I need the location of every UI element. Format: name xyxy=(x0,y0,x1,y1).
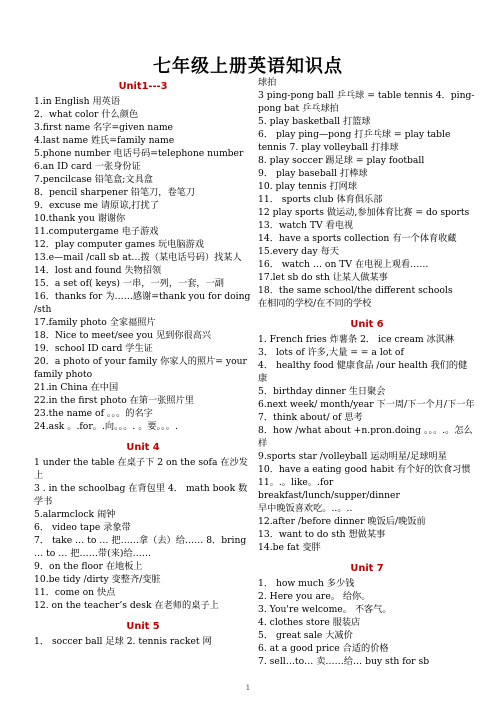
vocab-line: 8．pencil sharpener 铅笔刀，卷笔刀 xyxy=(34,187,196,198)
vocab-line: 5.phone number 电话号码=telephone number xyxy=(34,148,244,159)
vocab-line: 5.alarmclock 闹钟 xyxy=(34,509,116,520)
vocab-line: 14．lost and found 失物招领 xyxy=(34,265,162,276)
vocab-line: 6． video tape 录象带 xyxy=(34,522,131,533)
vocab-line: 9．excuse me 请原谅,打扰了 xyxy=(34,200,159,211)
vocab-line: 8．how /what about +n.pron.doing 。。。.。怎么样 xyxy=(258,425,473,449)
page-title: 七年级上册英语知识点 xyxy=(153,56,343,77)
page-number: 1 xyxy=(245,684,251,692)
vocab-line: 9． play baseball 打棒球 xyxy=(258,168,368,179)
vocab-line: 12．play computer games 玩电脑游戏 xyxy=(34,239,204,250)
vocab-line: 3 . in the schoolbag 在背包里 4． math book 数学书 xyxy=(34,483,248,507)
vocab-line: 7. sell…to… 卖……给… buy sth for sb xyxy=(258,656,430,667)
vocab-line: 10. play tennis 打网球 xyxy=(258,181,358,192)
vocab-line: 14.be fat 变胖 xyxy=(258,542,321,553)
vocab-line: 10.thank you 谢谢你 xyxy=(34,213,126,224)
vocab-line: 5. play basketball 打篮球 xyxy=(258,116,371,127)
vocab-line: 10．have a eating good habit 有个好的饮食习惯 xyxy=(258,464,471,475)
vocab-line: 7． take … to … 把……拿（去）给…… 8．bring … to … 把……带(来)给…… xyxy=(34,535,247,559)
vocab-line: 14．have a sports collection 有一个体育收藏 xyxy=(258,233,457,244)
vocab-line: 9．on the floor 在地板上 xyxy=(34,561,143,572)
vocab-line: 11． sports club 体育俱乐部 xyxy=(258,194,383,205)
vocab-line: 1． soccer ball 足球 2. tennis racket 网 xyxy=(34,636,212,647)
vocab-line: 12.after /before dinner 晚饭后/晚饭前 xyxy=(258,516,426,527)
right-column xyxy=(258,77,476,668)
vocab-line: 9.sports star /volleyball 运动明星/足球明星 xyxy=(258,451,447,462)
vocab-line: 3.first name 名字=given name xyxy=(34,122,173,133)
vocab-line: 4. clothes store 服装店 xyxy=(258,617,361,628)
vocab-line: 6． play ping—pong 打乒乓球 = play table tennis 7. play volleyball 打排球 xyxy=(258,129,451,153)
vocab-line: 13．want to do sth 想做某事 xyxy=(258,529,386,540)
vocab-line: 11.computergame 电子游戏 xyxy=(34,226,159,237)
vocab-line: 3． lots of 许多,大量 = = a lot of xyxy=(258,347,404,358)
vocab-line: 2．what color 什么颜色 xyxy=(34,109,139,120)
left-column xyxy=(34,80,252,648)
vocab-line: 17.family photo 全家福照片 xyxy=(34,317,156,328)
vocab-line: 11．come on 快点 xyxy=(34,587,116,598)
vocab-line: 1． how much 多少钱 xyxy=(258,578,355,589)
vocab-line: 18．the same school/the different schools xyxy=(258,285,453,296)
vocab-line: 7.pencilcase 铅笔盒;文具盒 xyxy=(34,174,153,185)
vocab-line: 17.let sb do sth 让某人做某事 xyxy=(258,272,388,283)
vocab-line: 球拍 xyxy=(258,77,277,88)
vocab-line: 3 ping-pong ball 乒乓球 = table tennis 4．ping-pong bat 乒乓球拍 xyxy=(258,90,475,114)
vocab-line: 1. French fries 炸薯条 2． ice cream 冰淇淋 xyxy=(258,334,455,345)
vocab-line: 12 play sports 做运动,参加体育比赛 = do sports 13．watch TV 看电视 xyxy=(258,207,470,231)
vocab-line: 4． healthy food 健康食品 /our health 我们的健康 xyxy=(258,360,468,384)
vocab-line: 13.e—mail /call sb at…拨（某电话号码）找某人 xyxy=(34,252,242,263)
vocab-line: 16． watch … on TV 在电视上观看…… xyxy=(258,259,429,270)
vocab-line: 5． great sale 大减价 xyxy=(258,630,353,641)
vocab-line: 16．thanks for 为……感谢=thank you for doing /sth xyxy=(34,291,251,315)
vocab-line: 22.in the first photo 在第一张照片里 xyxy=(34,395,194,406)
vocab-line: 15．a set of( keys) 一串，一列，一套，一副 xyxy=(34,278,224,289)
vocab-line: 24.ask 。.for。.向。。。. 。要。。。. xyxy=(34,421,178,432)
vocab-line: 早中晚饭喜欢吃。..。.. xyxy=(258,503,353,514)
vocab-line: 5．birthday dinner 生日聚会 xyxy=(258,386,386,397)
vocab-line: 6.an ID card 一张身份证 xyxy=(34,161,141,172)
vocab-line: 3. You're welcome。 不客气。 xyxy=(258,604,392,615)
vocab-line: 1 under the table 在桌子下 2 on the sofa 在沙发上 xyxy=(34,457,248,481)
vocab-line: 23.the name of 。。。的名字 xyxy=(34,408,153,419)
vocab-line: 7．think about/ of 思考 xyxy=(258,412,363,423)
vocab-line: 12. on the teacher’s desk 在老师的桌子上 xyxy=(34,600,219,611)
vocab-line: 11。.。like。.for breakfast/lunch/supper/dinner xyxy=(258,477,400,501)
vocab-line: 15.every day 每天 xyxy=(258,246,340,257)
vocab-line: 6.next week/ month/year 下一周/下一个月/下一年 xyxy=(258,399,475,410)
unit-heading: Unit 7 xyxy=(350,563,384,574)
vocab-line: 18．Nice to meet/see you 见到你很高兴 xyxy=(34,330,212,341)
unit-heading: Unit 4 xyxy=(126,442,160,453)
vocab-line: 20．a photo of your family 你家人的照片= your family photo xyxy=(34,356,247,380)
vocab-line: 1.in English 用英语 xyxy=(34,96,121,107)
unit-heading: Unit 5 xyxy=(126,621,160,632)
vocab-line: 在相同的学校/在不同的学校 xyxy=(258,298,372,309)
vocab-line: 2. Here you are。 给你。 xyxy=(258,591,371,602)
vocab-line: 19．school ID card 学生证 xyxy=(34,343,153,354)
vocab-line: 8. play soccer 踢足球 = play football xyxy=(258,155,425,166)
vocab-line: 21.in China 在中国 xyxy=(34,382,119,393)
unit-heading: Unit 6 xyxy=(350,319,384,330)
vocab-line: 6. at a good price 合适的价格 xyxy=(258,643,389,654)
vocab-line: 4.last name 姓氏=family name xyxy=(34,135,175,146)
unit-heading: Unit1---3 xyxy=(118,81,168,92)
vocab-line: 10.be tidy /dirty 变整齐/变脏 xyxy=(34,574,161,585)
